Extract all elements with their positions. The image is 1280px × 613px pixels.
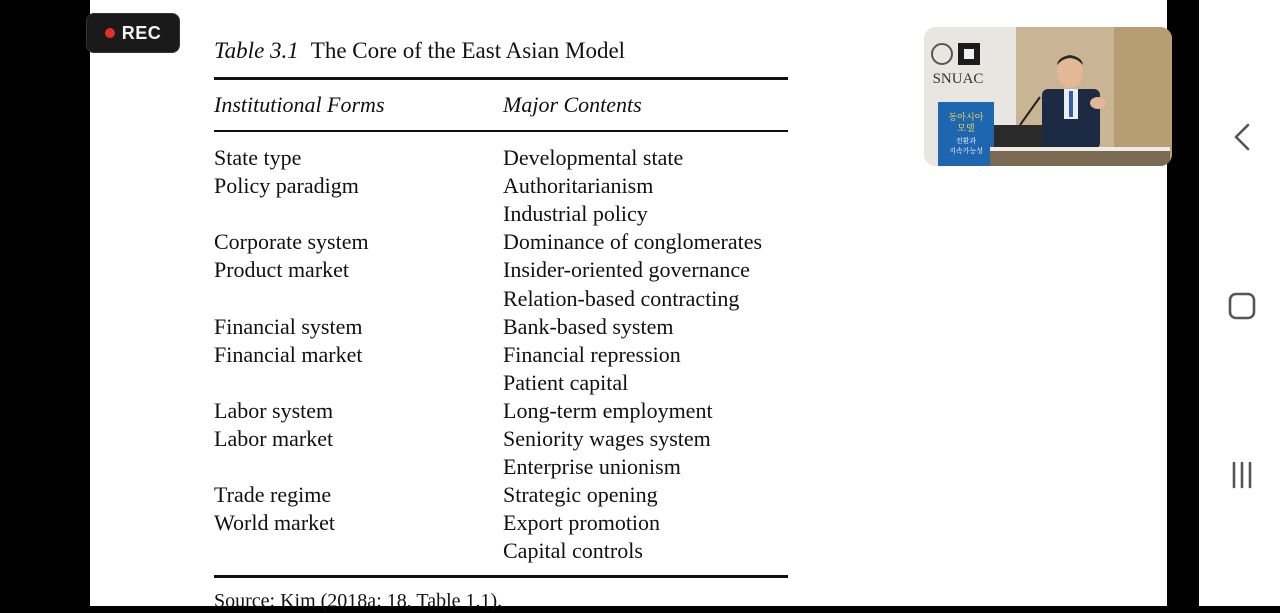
table-number: Table 3.1	[214, 38, 299, 63]
table-bottom-rule	[214, 575, 788, 578]
svg-text:동아시아: 동아시아	[948, 113, 984, 123]
table-cell-major-content: Long-term employment	[503, 398, 713, 423]
table-cell-institutional-form: Trade regime	[214, 482, 332, 507]
table-cell-major-content: Bank-based system	[503, 314, 674, 339]
table-cell-major-content: Seniority wages system	[503, 426, 711, 451]
svg-text:전환과: 전환과	[955, 137, 977, 145]
table-cell-institutional-form: Corporate system	[214, 229, 369, 254]
speaker-video-scene	[924, 27, 1172, 166]
back-button[interactable]	[1222, 117, 1262, 157]
table-cell-institutional-form: Product market	[214, 257, 350, 282]
table-cell-major-content: Enterprise unionism	[503, 454, 681, 479]
table-title: The Core of the East Asian Model	[310, 38, 626, 63]
snuac-logo-text: SNUAC	[932, 71, 984, 87]
three-bars-icon	[1226, 459, 1258, 491]
table-caption	[214, 38, 625, 64]
chevron-left-icon	[1230, 121, 1254, 153]
recording-label: REC	[121, 22, 162, 43]
table-cell-major-content: Financial repression	[503, 342, 681, 367]
table-cell-major-content: Industrial policy	[503, 201, 648, 226]
table-cell-institutional-form: Labor market	[214, 426, 334, 451]
table-cell-institutional-form: World market	[214, 510, 336, 535]
table-cell-major-content: Developmental state	[503, 145, 684, 170]
speaker-video-thumbnail[interactable]	[924, 27, 1172, 166]
table-cell-major-content: Insider-oriented governance	[503, 257, 750, 282]
table-cell-major-content: Relation-based contracting	[503, 286, 740, 311]
table-cell-institutional-form: Financial system	[214, 314, 363, 339]
table-cell-major-content: Capital controls	[503, 538, 643, 563]
recent-apps-button[interactable]	[1222, 455, 1262, 495]
recording-indicator[interactable]	[86, 13, 180, 53]
home-button[interactable]	[1222, 286, 1262, 326]
record-dot-icon	[105, 28, 115, 38]
source-note: Source: Kim (2018a: 18, Table 1.1).	[214, 590, 503, 612]
table-cell-institutional-form: State type	[214, 145, 302, 170]
table-cell-major-content: Export promotion	[503, 510, 661, 535]
table-top-rule	[214, 77, 788, 80]
table-cell-major-content: Dominance of conglomerates	[503, 229, 763, 254]
table-cell-major-content: Patient capital	[503, 370, 629, 395]
column-header-institutional-forms: Institutional Forms	[214, 92, 385, 117]
column-header-major-contents: Major Contents	[503, 92, 642, 117]
svg-text:모델: 모델	[957, 124, 975, 134]
rounded-square-icon	[1226, 290, 1258, 322]
table-cell-major-content: Authoritarianism	[503, 173, 654, 198]
table-cell-institutional-form: Financial market	[214, 342, 363, 367]
table-cell-institutional-form: Labor system	[214, 398, 334, 423]
svg-text:지속가능성: 지속가능성	[949, 147, 983, 155]
table-cell-major-content: Strategic opening	[503, 482, 658, 507]
table-header-rule	[214, 130, 788, 132]
table-cell-institutional-form: Policy paradigm	[214, 173, 359, 198]
